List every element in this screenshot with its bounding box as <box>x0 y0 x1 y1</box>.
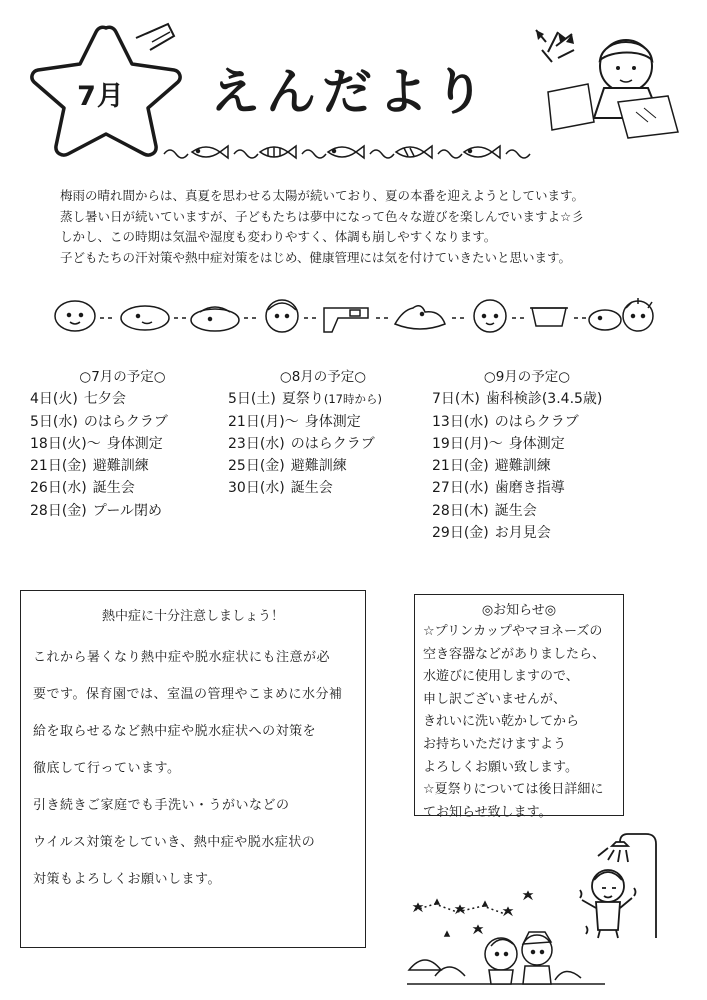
announcement-line: 水遊びに使用しますので、 <box>423 669 579 685</box>
schedule-august <box>228 366 418 500</box>
announcement-line: お持ちいただけますよう <box>423 736 567 752</box>
schedule-event: 七夕会 <box>83 391 126 408</box>
heatstroke-line: 給を取らせるなど熱中症や脱水症状への対策を <box>33 724 317 739</box>
schedule-event: 誕生会 <box>494 502 537 519</box>
schedule-date: 30日(水) <box>228 480 285 497</box>
heatstroke-line: これから暑くなり熱中症や脱水症状にも注意が必 <box>33 650 331 665</box>
heatstroke-line: 徹底して行っています。 <box>33 761 181 776</box>
schedule-date: 18日(火)〜 <box>30 435 101 452</box>
announcement-line: ☆夏祭りについては後日詳細に <box>423 782 604 798</box>
schedule-row <box>30 477 215 499</box>
schedule-date: 27日(水) <box>432 480 489 497</box>
heatstroke-line: 要です。保育園では、室温の管理やこまめに水分補 <box>33 687 343 702</box>
schedule-row <box>228 388 418 410</box>
children-stargazing-illustration <box>405 880 605 990</box>
schedule-date: 21日(金) <box>432 458 489 475</box>
intro-line: 梅雨の晴れ間からは、真夏を思わせる太陽が続いており、夏の本番を迎えようとしています。 <box>60 188 585 203</box>
announcement-line: てお知らせ致します。 <box>423 804 552 820</box>
schedule-event: 夏祭り <box>281 391 324 408</box>
schedule-row <box>228 455 418 477</box>
heatstroke-title: 熱中症に十分注意しましょう！ <box>101 609 284 624</box>
heatstroke-line: 引き続きご家庭でも手洗い・うがいなどの <box>33 798 290 813</box>
announcement-body <box>423 621 623 824</box>
schedule-row <box>432 500 622 522</box>
schedule-event: のはらクラブ <box>83 413 168 430</box>
schedule-note: (17時から) <box>323 392 382 407</box>
schedule-event: 身体測定 <box>304 413 361 430</box>
announcement-box <box>414 594 624 820</box>
announcement-line: よろしくお願い致します。 <box>423 759 578 775</box>
schedule-row <box>432 388 622 410</box>
schedule-row <box>432 455 622 477</box>
schedule-event: お月見会 <box>494 525 551 542</box>
schedule-date: 23日(水) <box>228 435 285 452</box>
schedule-row <box>432 477 622 499</box>
schedule-event: 歯磨き指導 <box>494 480 565 497</box>
heatstroke-line: 対策もよろしくお願いします。 <box>33 872 221 887</box>
schedule-row <box>30 388 215 410</box>
schedule-date: 25日(金) <box>228 458 285 475</box>
schedule-event: のはらクラブ <box>290 435 375 452</box>
schedule-heading: ○7月の予定○ <box>79 369 166 385</box>
schedule-date: 13日(水) <box>432 413 489 430</box>
schedule-date: 19日(月)〜 <box>432 435 503 452</box>
heatstroke-body <box>33 639 363 898</box>
schedule-heading: ○9月の予定○ <box>483 369 571 385</box>
fish-border-decoration <box>160 140 545 164</box>
schedule-date: 26日(水) <box>30 480 87 497</box>
schedule-row <box>228 433 418 455</box>
schedule-date: 5日(水) <box>30 413 78 430</box>
schedule-event: 避難訓練 <box>494 458 551 475</box>
announcement-line: 申し訳ございませんが、 <box>423 691 567 707</box>
intro-line: 蒸し暑い日が続いていますが、子どもたちは夢中になって色々な遊びを楽しんでいますよ☆彡 <box>60 208 584 224</box>
schedule-date: 28日(木) <box>432 502 489 519</box>
schedule-date: 29日(金) <box>432 525 489 542</box>
schedule-row <box>432 411 622 433</box>
schedule-july <box>30 366 215 522</box>
intro-line: しかし、この時期は気温や湿度も変わりやすく、体調も崩しやすくなります。 <box>60 229 497 244</box>
schedule-heading: ○8月の予定○ <box>279 369 367 385</box>
schedule-event: 誕生会 <box>92 480 135 497</box>
schedule-event: 誕生会 <box>290 480 333 497</box>
schedule-row <box>30 433 215 455</box>
announcement-line: ☆プリンカップやマヨネーズの <box>423 624 603 639</box>
schedule-event: のはらクラブ <box>494 413 579 430</box>
announcement-line: 空き容器などがありましたら、 <box>423 646 606 662</box>
child-drawing-illustration <box>528 22 688 142</box>
page-title: えんだより <box>210 63 490 121</box>
heatstroke-notice-box <box>20 590 366 948</box>
schedule-date: 21日(月)〜 <box>228 413 299 430</box>
schedule-row <box>30 411 215 433</box>
schedule-row <box>30 500 215 522</box>
schedule-event: 身体測定 <box>508 435 565 452</box>
announcement-title: ◎お知らせ◎ <box>481 603 557 618</box>
month-badge: 7月 <box>77 81 125 112</box>
schedule-date: 4日(火) <box>30 391 78 408</box>
schedule-date: 28日(金) <box>30 502 87 519</box>
schedule-date: 21日(金) <box>30 458 87 475</box>
schedule-event: 身体測定 <box>106 435 163 452</box>
schedule-event: 歯科検診(3.4.5歳) <box>485 391 603 408</box>
schedule-row <box>30 455 215 477</box>
schedule-date: 5日(土) <box>228 391 276 408</box>
schedule-row <box>432 522 622 544</box>
intro-line: 子どもたちの汗対策や熱中症対策をはじめ、健康管理には気を付けていきたいと思います。 <box>60 249 572 265</box>
schedule-row <box>228 477 418 499</box>
schedule-september <box>432 366 622 544</box>
schedule-event: プール閉め <box>92 502 163 519</box>
children-faces-border-decoration <box>50 296 655 336</box>
schedule-row <box>432 433 622 455</box>
heatstroke-line: ウイルス対策をしていき、熱中症や脱水症状の <box>33 835 316 850</box>
schedule-row <box>228 411 418 433</box>
schedule-event: 避難訓練 <box>290 458 347 475</box>
intro-text <box>60 186 660 268</box>
announcement-line: きれいに洗い乾かしてから <box>423 714 580 730</box>
schedule-date: 7日(木) <box>432 391 480 408</box>
schedule-event: 避難訓練 <box>92 458 149 475</box>
